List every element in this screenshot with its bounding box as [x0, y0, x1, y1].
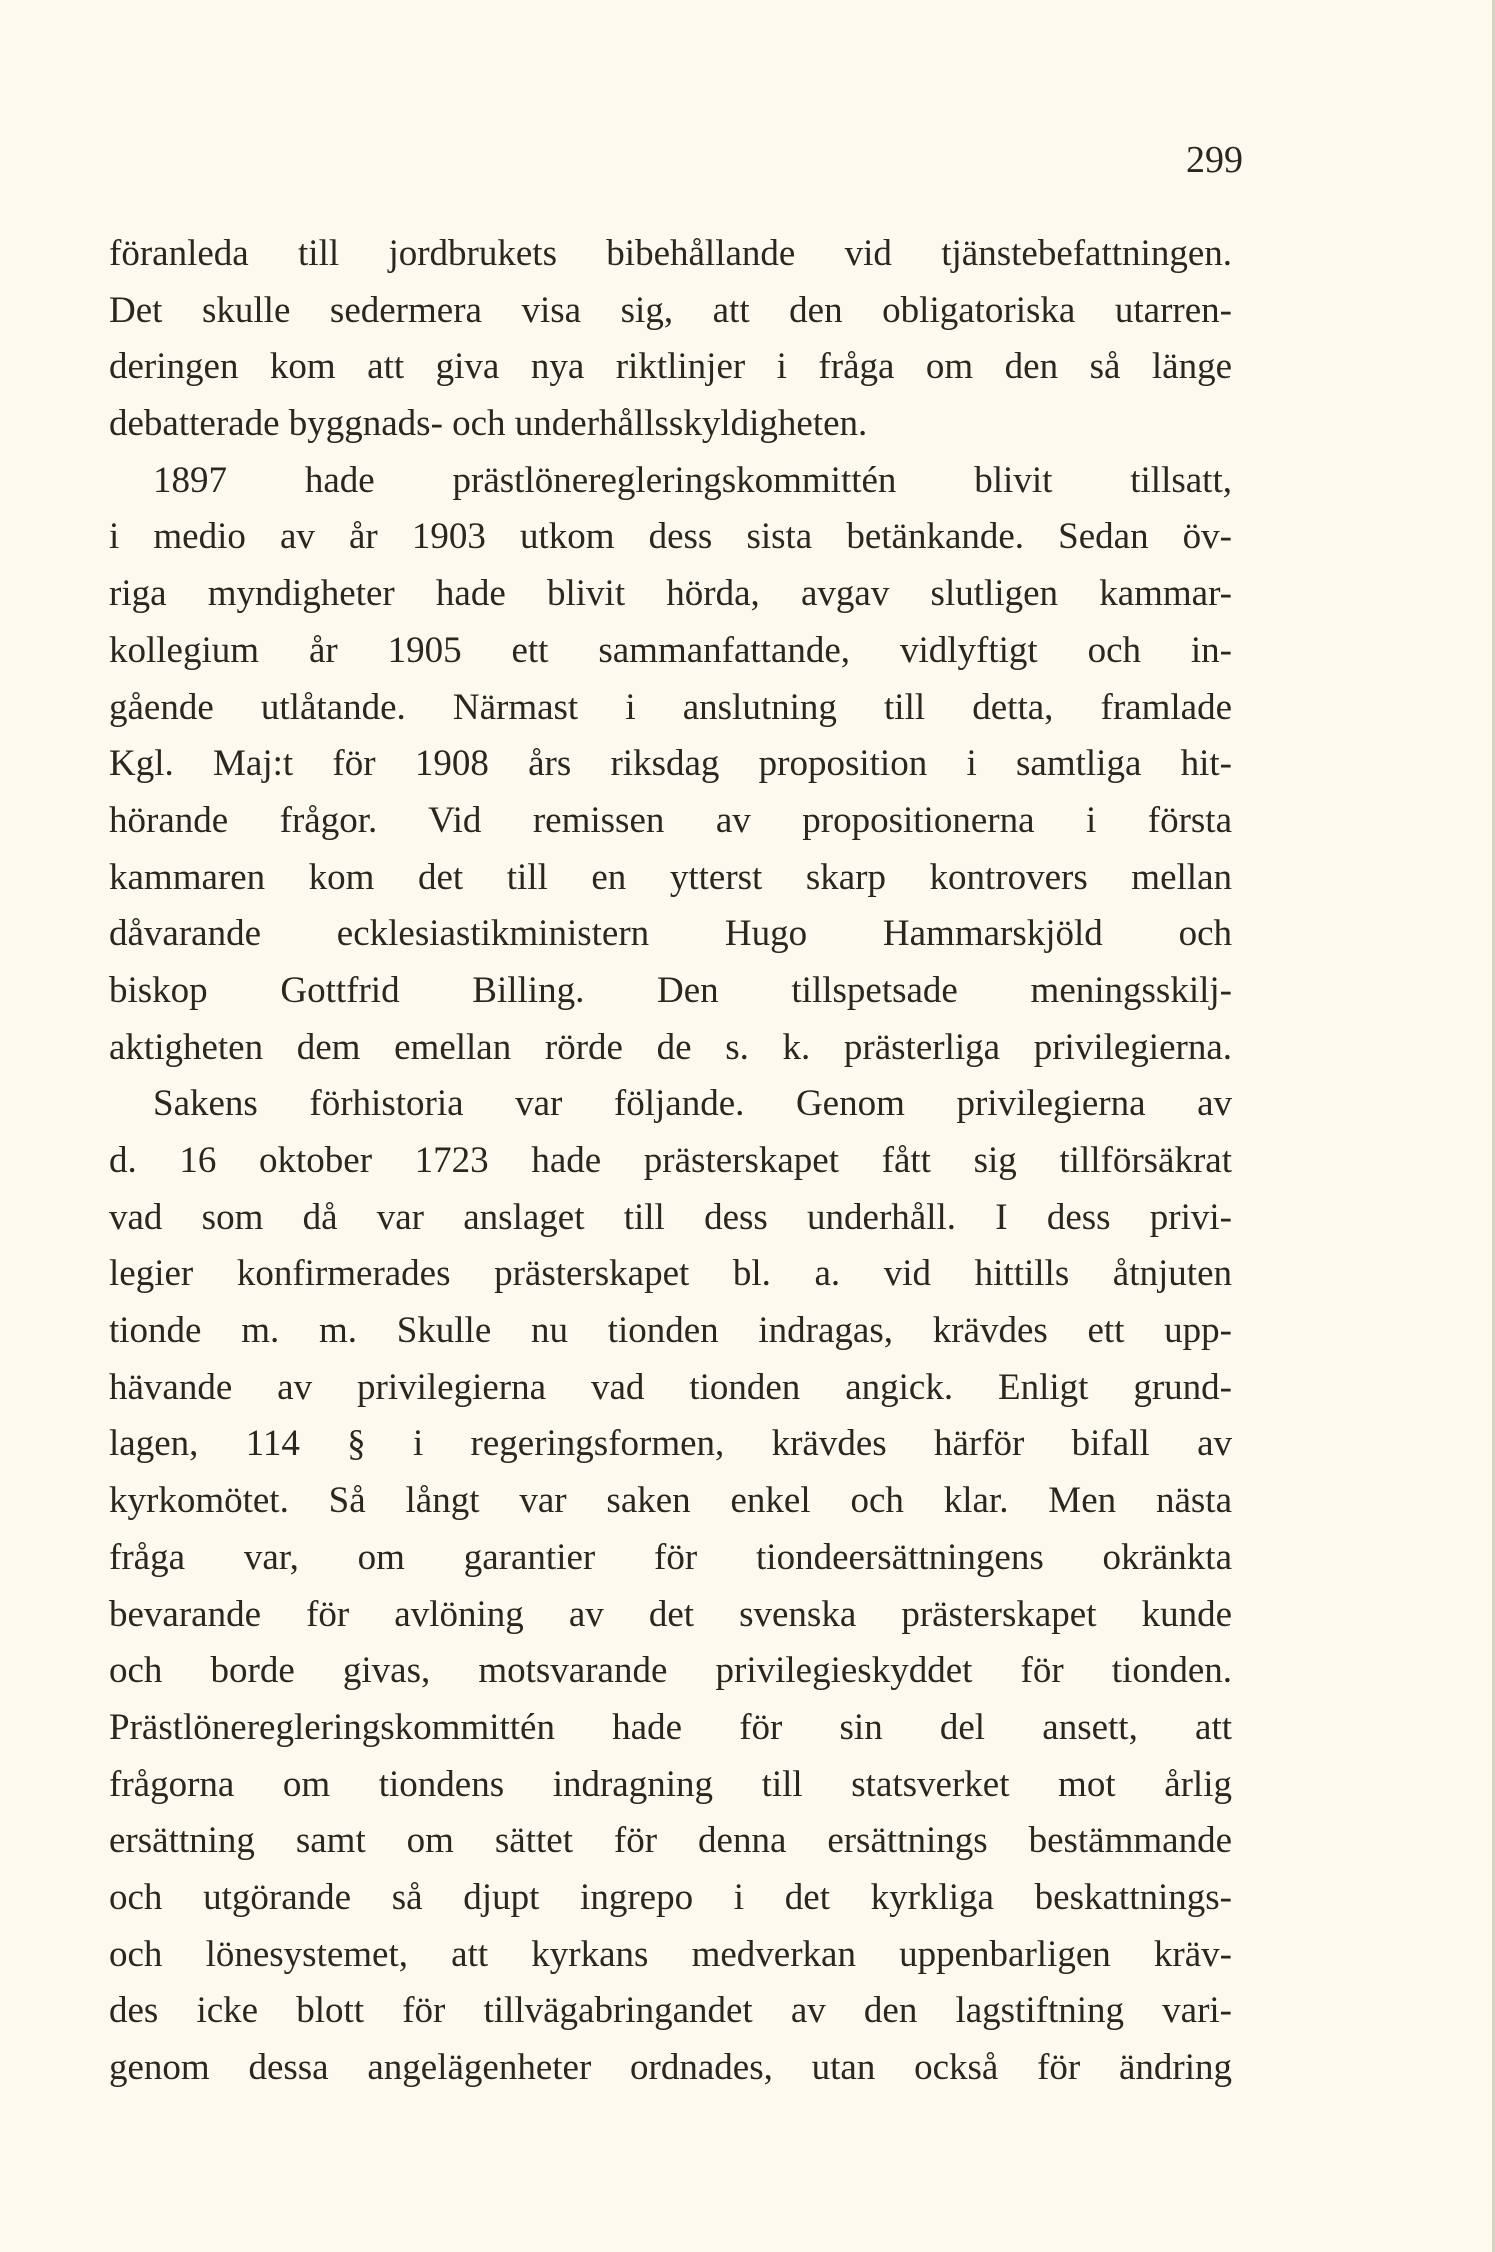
text-line: Kgl. Maj:t för 1908 års riksdag proposition i samtliga hit-: [109, 743, 1232, 785]
text-line: debatterade byggnads- och underhållsskyldigheten.: [109, 403, 868, 445]
text-line: biskop Gottfrid Billing. Den tillspetsade meningsskilj-: [109, 969, 1232, 1011]
text-line: och utgörande så djupt ingrepo i det kyrkliga beskattnings-: [109, 1876, 1232, 1918]
text-line: genom dessa angelägenheter ordnades, utan också för ändring: [109, 2047, 1232, 2088]
text-line: och borde givas, motsvarande privilegieskyddet för tionden.: [109, 1650, 1232, 1692]
text-line: frågorna om tiondens indragning till statsverket mot årlig: [109, 1763, 1232, 1805]
text-line: kyrkomötet. Så långt var saken enkel och klar. Men nästa: [109, 1480, 1232, 1522]
text-line: aktigheten dem emellan rörde de s. k. prästerliga privilegierna.: [109, 1026, 1232, 1068]
text-line: des icke blott för tillvägabringandet av den lagstiftning vari-: [109, 1990, 1232, 2032]
text-line: kammaren kom det till en ytterst skarp kontrovers mellan: [109, 856, 1232, 898]
body-text: [109, 226, 1232, 2097]
text-line: hörande frågor. Vid remissen av propositionerna i första: [109, 799, 1232, 841]
text-line: Sakens förhistoria var följande. Genom privilegierna av: [153, 1083, 1232, 1125]
text-line: legier konfirmerades prästerskapet bl. a. vid hittills åtnjuten: [109, 1253, 1232, 1295]
text-line: föranleda till jordbrukets bibehållande vid tjänstebefattningen.: [109, 233, 1232, 274]
text-line: dåvarande ecklesiastikministern Hugo Hammarskjöld och: [109, 913, 1232, 955]
text-line: fråga var, om garantier för tiondeersättningens okränkta: [109, 1536, 1232, 1578]
text-line: Det skulle sedermera visa sig, att den obligatoriska utarren-: [109, 289, 1232, 331]
text-line: Prästlöneregleringskommittén hade för sin del ansett, att: [109, 1706, 1232, 1748]
text-line: 1897 hade prästlöneregleringskommittén blivit tillsatt,: [153, 459, 1232, 501]
text-line: bevarande för avlöning av det svenska prästerskapet kunde: [109, 1593, 1232, 1635]
text-line: kollegium år 1905 ett sammanfattande, vidlyftigt och in-: [109, 629, 1232, 671]
page-number: 299: [1186, 139, 1243, 181]
text-line: tionde m. m. Skulle nu tionden indragas, krävdes ett upp-: [109, 1310, 1232, 1352]
text-line: d. 16 oktober 1723 hade prästerskapet fått sig tillförsäkrat: [109, 1140, 1232, 1181]
text-line: i medio av år 1903 utkom dess sista betänkande. Sedan öv-: [109, 516, 1232, 558]
text-line: vad som då var anslaget till dess underhåll. I dess privi-: [109, 1196, 1232, 1238]
text-line: ersättning samt om sättet för denna ersättnings bestämmande: [109, 1820, 1232, 1862]
text-line: gående utlåtande. Närmast i anslutning till detta, framlade: [109, 686, 1232, 728]
text-line: lagen, 114 § i regeringsformen, krävdes härför bifall av: [109, 1423, 1232, 1465]
text-line: och lönesystemet, att kyrkans medverkan uppenbarligen kräv-: [109, 1933, 1232, 1975]
text-line: deringen kom att giva nya riktlinjer i fråga om den så länge: [109, 346, 1232, 388]
text-line: hävande av privilegierna vad tionden angick. Enligt grund-: [109, 1366, 1232, 1408]
text-line: riga myndigheter hade blivit hörda, avgav slutligen kammar-: [109, 573, 1232, 615]
